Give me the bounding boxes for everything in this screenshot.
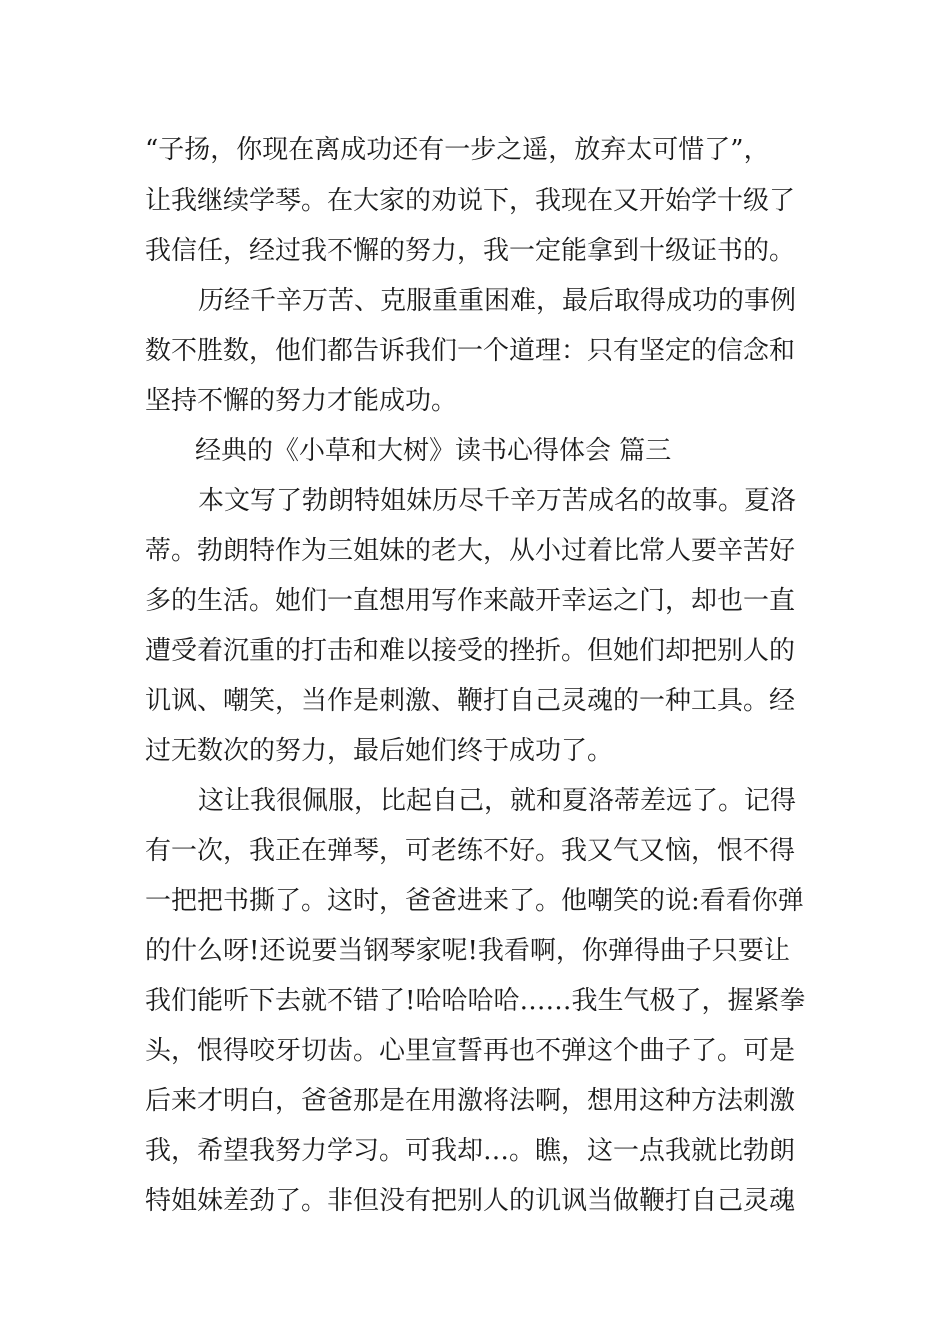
- text-line: 多的生活。她们一直想用写作来敲开幸运之门，却也一直: [145, 586, 796, 616]
- text-line: 特姐妹差劲了。非但没有把别人的讥讽当做鞭打自己灵魂: [145, 1186, 796, 1216]
- text-line: 遭受着沉重的打击和难以接受的挫折。但她们却把别人的: [145, 636, 796, 666]
- text-line: 让我继续学琴。在大家的劝说下，我现在又开始学十级了: [145, 186, 796, 216]
- text-line: 我信任，经过我不懈的努力，我一定能拿到十级证书的。: [145, 236, 796, 266]
- text-line: 后来才明白，爸爸那是在用激将法啊，想用这种方法刺激: [145, 1086, 796, 1116]
- text-line: “子扬，你现在离成功还有一步之遥，放弃太可惜了”，: [145, 135, 770, 165]
- section-heading: 经典的《小草和大树》读书心得体会 篇三: [195, 436, 672, 466]
- text-line: 有一次，我正在弹琴，可老练不好。我又气又恼，恨不得: [145, 836, 796, 866]
- text-line: 一把把书撕了。这时，爸爸进来了。他嘲笑的说:看看你弹: [145, 886, 804, 916]
- text-line: 蒂。勃朗特作为三姐妹的老大，从小过着比常人要辛苦好: [145, 536, 796, 566]
- paragraph-first-line: 历经千辛万苦、克服重重困难，最后取得成功的事例: [198, 286, 797, 316]
- text-line: 我，希望我努力学习。可我却…。瞧，这一点我就比勃朗: [145, 1136, 796, 1166]
- text-line: 讥讽、嘲笑，当作是刺激、鞭打自己灵魂的一种工具。经: [145, 686, 796, 716]
- text-line: 我们能听下去就不错了!哈哈哈哈……我生气极了，握紧拳: [145, 986, 806, 1016]
- text-line: 过无数次的努力，最后她们终于成功了。: [145, 736, 614, 766]
- paragraph-first-line: 本文写了勃朗特姐妹历尽千辛万苦成名的故事。夏洛: [198, 486, 797, 516]
- paragraph-first-line: 这让我很佩服，比起自己，就和夏洛蒂差远了。记得: [198, 786, 797, 816]
- text-line: 数不胜数，他们都告诉我们一个道理：只有坚定的信念和: [145, 336, 796, 366]
- text-line: 坚持不懈的努力才能成功。: [145, 386, 458, 416]
- text-line: 头，恨得咬牙切齿。心里宣誓再也不弹这个曲子了。可是: [145, 1036, 796, 1066]
- text-line: 的什么呀!还说要当钢琴家呢!我看啊，你弹得曲子只要让: [145, 936, 790, 966]
